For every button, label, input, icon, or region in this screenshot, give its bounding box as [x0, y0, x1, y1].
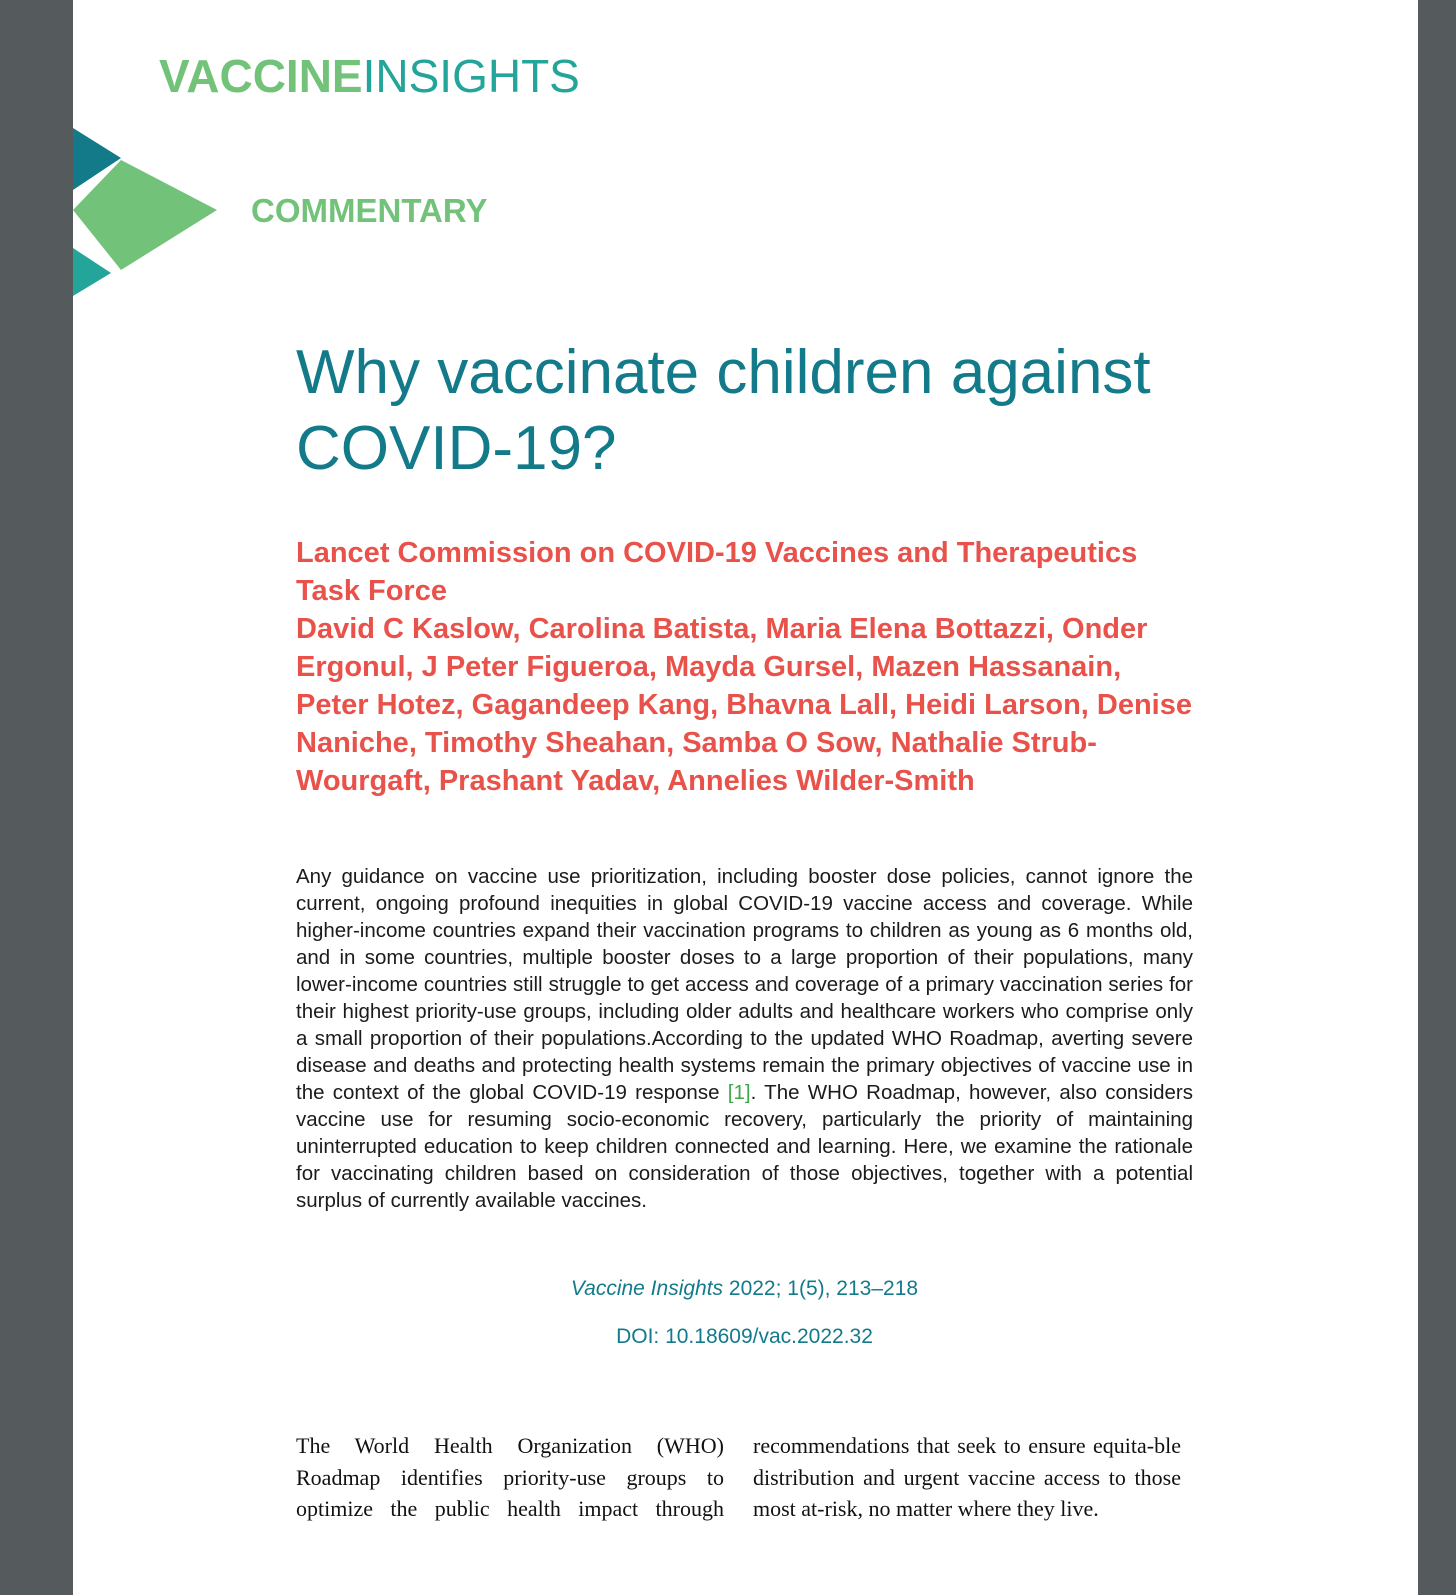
document-page	[73, 0, 1418, 1595]
body-column-right: recommendations that seek to ensure equita-ble distribution and urgent vaccine access to those most at-risk, no matter where they live.	[753, 1433, 1181, 1521]
logo-part-vaccine: VACCINE	[159, 50, 363, 102]
decorative-triangles	[73, 128, 223, 300]
citation-journal: Vaccine Insights	[570, 1277, 724, 1300]
citation-line	[296, 1277, 1193, 1301]
logo-part-insights: INSIGHTS	[362, 50, 580, 102]
section-label: COMMENTARY	[251, 192, 488, 229]
deco-diamond-middle	[73, 160, 217, 270]
doi-link[interactable]: DOI: 10.18609/vac.2022.32	[616, 1325, 873, 1348]
abstract-text-part2: . The WHO Roadmap, however, also considers vaccine use for resuming socio-economic recovery, particularly the priority of maintaining uninterrupted education to keep children connected and learning. Here, we examine the rationale for vaccinating children based on consideration of those objectives, together with a potential surplus of currently available vaccines.	[296, 1081, 1194, 1212]
article-title: Why vaccinate children against COVID-19?	[296, 338, 1151, 483]
author-names: David C Kaslow, Carolina Batista, Maria Elena Bottazzi, Onder Ergonul, J Peter Figueroa, Mayda Gursel, Mazen Hassanain, Peter Hotez, Gagandeep Kang, Bhavna Lall, Heidi Larson, Denise Naniche, Timothy Sheahan, Samba O Sow, Nathalie Strub-Wourgaft, Prashant Yadav, Annelies Wilder-Smith	[296, 613, 1192, 797]
body-column-left: The World Health Organization (WHO) Roadmap identifies priority-use groups to optimize the public health impact through	[296, 1433, 724, 1521]
abstract	[296, 863, 1193, 1214]
reference-link[interactable]: [1]	[727, 1081, 751, 1104]
author-block	[296, 534, 1196, 800]
abstract-text-part1: Any guidance on vaccine use prioritization, including booster dose policies, cannot ignore the current, ongoing profound inequities in global COVID-19 vaccine access and coverage. While higher-income countries expand their vaccination programs to children as young as 6 months old, and in some countries, multiple booster doses to a large proportion of their populations, many lower-income countries still struggle to get access and coverage of a primary vaccination series for their highest priority-use groups, including older adults and healthcare workers who comprise only a small proportion of their populations.According to the updated WHO Roadmap, averting severe disease and deaths and protecting health systems remain the primary objectives of vaccine use in the context of the global COVID-19 response	[296, 865, 1193, 1104]
citation-details: 2022; 1(5), 213–218	[723, 1277, 919, 1300]
deco-triangle-bottom	[73, 248, 111, 296]
author-group: Lancet Commission on COVID-19 Vaccines and Therapeutics Task Force	[296, 537, 1138, 607]
journal-logo	[159, 48, 580, 104]
